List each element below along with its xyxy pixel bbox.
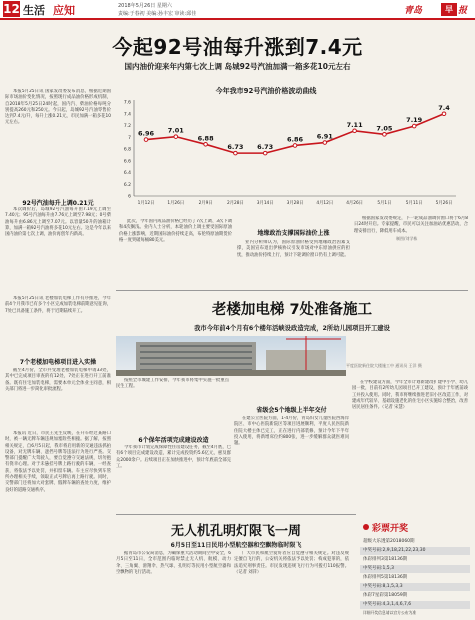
lottery-title: 彩票开奖 bbox=[372, 524, 409, 534]
data-label: 6.86 bbox=[286, 135, 304, 144]
section-title-price: 92号汽油每升上调0.21元 bbox=[22, 200, 94, 207]
data-label: 7.05 bbox=[376, 124, 393, 133]
chart-title: 今年我市92号汽油价格波动曲线 bbox=[215, 87, 317, 95]
lottery-header bbox=[360, 520, 470, 538]
y-tick-label: 7.4 bbox=[123, 112, 131, 118]
y-tick-label: 7.6 bbox=[123, 100, 131, 106]
x-tick-label: 3月14日 bbox=[256, 201, 274, 206]
x-tick-label: 5月1日 bbox=[377, 201, 392, 206]
elevator-headline: 老楼加电梯 7处准备施工 bbox=[211, 302, 373, 318]
x-tick-label: 5月11日 bbox=[405, 201, 423, 206]
construction-photo-image bbox=[116, 336, 346, 376]
section-title-geopolitics: 地缘政治支撑国际油价上涨 bbox=[257, 230, 330, 237]
main-headline: 今起92号油每升涨到7.4元 bbox=[112, 35, 363, 59]
photo-caption: 平度医院新住院大楼施工中 通讯员 王洋 摄 bbox=[346, 363, 422, 368]
drone-subheadline: 6月5日至11日民用小型航空器和空飘物临时限飞 bbox=[170, 542, 302, 549]
data-point bbox=[204, 143, 208, 147]
x-tick-label: 2月28日 bbox=[227, 201, 244, 206]
data-point bbox=[442, 112, 446, 116]
intro-paragraph: 本报5月25日讯 国家发改委发布消息，根据近期国际市场油价变化情况，按照现行成品油价格形成机制，自2018年5月25日24时起，国内汽、柴油价格每吨分别提高260元和250元。今日起，岛城92号汽油零售价达到7.4元/升，每升上涨0.21元，市民加满一箱多花10元左右。 bbox=[5, 89, 111, 126]
section-title-elevator: 7个老楼加电梯项目进入实操 bbox=[19, 359, 97, 366]
data-point bbox=[323, 141, 327, 145]
divider bbox=[116, 290, 468, 291]
data-point bbox=[174, 135, 178, 139]
drone-body-b: 广大市民和航空爱好者应自觉遵守相关规定。对违反规定擅自飞行的，公安机关将依法予以处罚；构成犯罪的，依法追究刑事责任。市民发现违规飞行行为可拨打110报警。（记者 刘萍） bbox=[234, 551, 349, 575]
section-title-housing: 6个保年活项完成建设改造 bbox=[138, 437, 209, 444]
data-point bbox=[234, 151, 238, 155]
page-number: 12 bbox=[3, 2, 20, 16]
lottery-row: 体彩7星彩第18059期 bbox=[363, 593, 408, 598]
lottery-row: 中奖号码:4,3,1,4,6,7,6 bbox=[360, 601, 470, 609]
data-label: 6.91 bbox=[316, 132, 333, 141]
data-point bbox=[293, 144, 297, 148]
lottery-subtitle: 超级大乐透第2018060期 bbox=[363, 539, 415, 544]
y-tick-label: 7 bbox=[128, 135, 131, 141]
chart-credit: 制图/刘学栋 bbox=[396, 236, 418, 241]
data-point bbox=[412, 124, 416, 128]
elevator-subheadline: 我市今年前4个月有6个楼年活峡设政造完成，2所幼儿园项目开工建设 bbox=[194, 325, 390, 332]
x-tick-label: 4月12日 bbox=[316, 201, 334, 206]
x-tick-label: 5月26日 bbox=[435, 201, 453, 206]
traffic-article: 本报讯 近日，市民王先生反映，在开车经过某路口时，被一辆无牌车辆违规加塞险些相撞。据了解，按照相关规定，自6月5日起，我市将启用新的交通违法抓拍设备，对无牌车辆、遮挡号牌等违法行为进行严查。交警部门提醒广大驾驶人，要自觉遵守交通法规，切勿抱有侥幸心理。对于未悬挂号牌上路行驶的车辆，一经查获，将依法予以处罚，并扣留车辆。车主应尽快到车管所办理相关手续，领取正式号牌后再上路行驶。同时，交警部门还将加大对套牌、假牌车辆的查处力度，维护良好的道路交通秩序。 bbox=[5, 431, 111, 493]
page-header bbox=[0, 0, 475, 20]
drone-body-a: 据青岛市公安局消息，为确保重大活动期间空中安全，6月5日至11日，全市范围内临时禁止无人机、航模、动力伞、三角翼、滑翔伞、热气球、孔明灯等民用小型航空器和空飘物的飞行活动。 bbox=[116, 551, 231, 575]
y-tick-label: 6 bbox=[128, 194, 131, 200]
section-body-housing: 今年我市计划完成保障性住房建设任务，截至4月底，已有6个项目完成建设改造，累计完成投资约5.6亿元，惠及群众2000余户。后续项目正在加快推进中，预计年底前全部完工。 bbox=[116, 445, 231, 469]
lottery-ball-icon bbox=[363, 524, 369, 530]
logo-left: 青岛 bbox=[404, 6, 423, 16]
section-accent: 应知 bbox=[53, 4, 75, 17]
data-label: 6.96 bbox=[137, 129, 155, 138]
drone-headline: 无人机孔明灯限飞一周 bbox=[170, 524, 301, 539]
photo-side-text: 按照全市城建工作安排，今年我市将集中实施一批重点民生工程。 bbox=[116, 378, 229, 390]
section-body-school: 在学校建设方面，今年全市计划新建改扩建中小学、幼儿园一批，目前有2所幼儿园项目已开工建设，预计于年底前竣工并投入使用。同时，我市将继续推进老旧小区改造工作，对建成年代较早、基础设施老化的住宅小区实施综合整治，改善居民居住条件。（记者 宋慧） bbox=[352, 380, 468, 411]
lottery-row: 体彩排列5第18136期 bbox=[363, 575, 408, 580]
x-tick-label: 4月26日 bbox=[346, 201, 363, 206]
data-label: 7.11 bbox=[346, 120, 363, 129]
lottery-box bbox=[360, 520, 470, 616]
data-label: 6.88 bbox=[197, 134, 214, 143]
lottery-row: 体彩排列3第18136期 bbox=[363, 557, 408, 562]
y-tick-label: 6.4 bbox=[123, 171, 131, 176]
divider bbox=[116, 514, 356, 515]
data-point bbox=[383, 133, 387, 137]
logo-box: 早 bbox=[441, 3, 457, 16]
x-tick-label: 1月12日 bbox=[137, 201, 155, 206]
section-title-hospital: 省级会5个地级上半年交付 bbox=[256, 407, 327, 414]
x-tick-label: 1月26日 bbox=[167, 201, 185, 206]
chart-svg bbox=[116, 96, 470, 216]
data-label: 7.01 bbox=[167, 126, 184, 135]
y-tick-label: 7.2 bbox=[123, 124, 131, 129]
y-tick-label: 6.8 bbox=[123, 147, 131, 153]
lottery-row: 中奖号码:8,1,5,3,3 bbox=[360, 583, 470, 591]
x-tick-label: 3月28日 bbox=[286, 201, 304, 206]
data-point bbox=[144, 138, 148, 142]
lottery-row: 中奖号码:2,9,18,21,22,23,30 bbox=[360, 547, 470, 555]
lottery-row: 中奖号码:1,5,3 bbox=[360, 565, 470, 573]
elevator-intro: 本报5月25日讯 老楼加装电梯工作有序推进，今年前4个月我市已有多个小区完成加装电梯前期意见征询，7处已具备施工条件，将于近期陆续开工。 bbox=[5, 296, 111, 314]
section-body-price: 本次调价后，岛城92号汽油每升由7.19元上调至7.40元；95号汽油每升由7.76元上调至7.98元；0号柴油每升由6.86元上调至7.07元。以容量50升的油箱计算，加满一箱92号汽油将多花10元左右。这是今年以来国内油价第七次上调，油价再创年内新高。 bbox=[5, 207, 111, 238]
section-name: 生活 bbox=[23, 4, 45, 17]
logo-right: 报 bbox=[458, 6, 468, 16]
editor-credits: 责编:于春初 美编:孙丰宏 审读:邱佳 bbox=[118, 11, 197, 17]
main-subheadline: 国内油价迎来年内第七次上调 岛城92号汽油加满一箱多花10元左右 bbox=[124, 62, 351, 71]
y-tick-label: 6.2 bbox=[123, 182, 131, 188]
y-tick-label: 6.6 bbox=[123, 159, 131, 165]
section-body-elevator: 截至4月份，全市共受理老楼加装电梯申请33处，其中已完成项目审查的有12处，7处正在进行开工前准备。既有住宅加装电梯，需要本单元全体业主同意，相关部门将进一步简化审批流程。 bbox=[5, 368, 111, 392]
lottery-footer: 详细开奖信息请以官方公布为准 bbox=[363, 610, 417, 615]
data-label: 6.73 bbox=[257, 143, 274, 152]
issue-date: 2018年5月26日 星期六 bbox=[118, 3, 172, 9]
section-body-hospital: 在建公立医院方面，1-4月份，青岛妇女儿童医院西海岸院区、市中心医院新院区等项目进展顺利，平度人民医院新住院大楼主体已完工，正在进行内部装修，预计今年下半年投入使用，将新增床位约800张，进一步缓解群众就医难问题。 bbox=[234, 416, 349, 447]
section-body-geopolitics: 业内分析师认为，国际原油价格受到地缘政治因素支撑，美国宣布退出伊核协议引发市场对中东原油供应的担忧，推动油价持续上行，预计下轮调价窗口仍有上调可能。 bbox=[237, 240, 350, 258]
data-point bbox=[353, 129, 357, 133]
right-paragraph: 根据国家发改委规定，下一轮成品油调价窗口将于6月8日24时开启。专家提醒，市民可以关注加油站优惠活动，合理安排出行，降低用车成本。 bbox=[354, 216, 468, 234]
data-label: 7.4 bbox=[438, 103, 450, 112]
newspaper-logo bbox=[404, 3, 468, 17]
data-point bbox=[263, 151, 267, 155]
data-label: 6.73 bbox=[227, 143, 244, 152]
data-label: 7.19 bbox=[406, 116, 423, 125]
x-tick-label: 2月9日 bbox=[198, 201, 213, 206]
mid-paragraph: 此次，今年国内成品油价格已经历了7次上调、3次下调和4次搁浅。业内人士分析，本轮油价上调主要受国际原油价格上涨影响，近期国际油价持续走高，布伦特原油期货价格一度突破每桶80美元。 bbox=[119, 219, 232, 243]
